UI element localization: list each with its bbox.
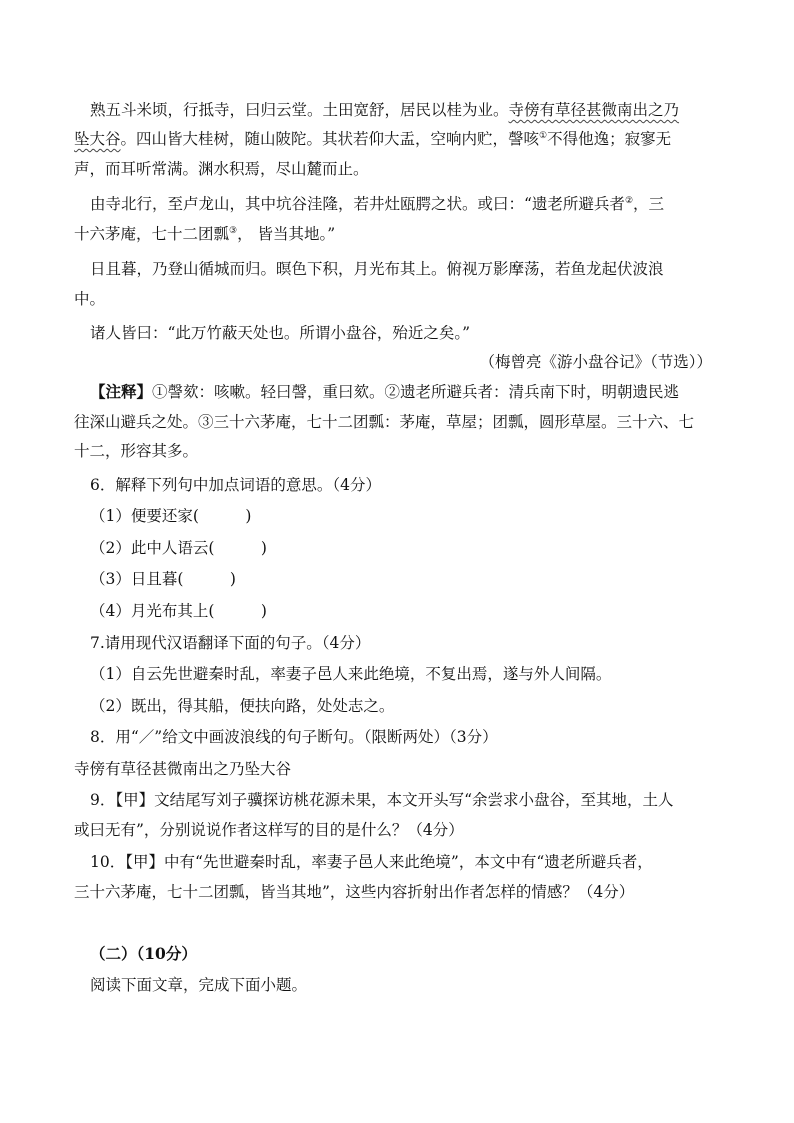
passage-line (90, 99, 679, 121)
wavy-underlined-sentence: 坠大谷 (74, 130, 121, 148)
passage-text: 。四山皆大桂树，随山陂陀。其状若仰大盂，空响内贮，謦咳 (120, 130, 540, 148)
wavy-underlined-sentence: 寺傍有草径甚微南出之乃 (508, 101, 680, 119)
question-10: 10．【甲】中有“先世避秦时乱，率妻子邑人来此绝境”，本文中有“遗老所避兵者， (90, 853, 653, 871)
passage-text: 十六茅庵，七十二团瓢 (74, 225, 230, 243)
question-8-text: 寺傍有草径甚微南出之乃坠大谷 (74, 760, 292, 778)
question-7: 7.请用现代汉语翻译下面的句子。（4分） (90, 634, 371, 652)
passage-line: 诸人皆曰：“此万竹蔽天处也。所谓小盘谷，殆近之矣。” (90, 324, 471, 342)
passage-line (74, 158, 369, 180)
notes-line (90, 381, 679, 403)
question-6-3: （3）日且暮( ) (90, 570, 236, 588)
note-marker: ② (624, 195, 634, 206)
passage-text: ， 皆当其地。” (237, 225, 336, 243)
passage-line (74, 223, 335, 245)
question-7-1: （1）自云先世避秦时乱，率妻子邑人来此绝境，不复出焉，遂与外人间隔。 (90, 665, 612, 683)
question-10-cont: 三十六茅庵，七十二团瓢，皆当其地”，这些内容折射出作者怎样的情感？（4分） (74, 883, 635, 901)
notes-line: 往深山避兵之处。③三十六茅庵，七十二团瓢：茅庵，草屋；团瓢，圆形草屋。三十六、七 (74, 413, 695, 431)
passage-line (74, 128, 671, 150)
question-8: 8．用“／”给文中画波浪线的句子断句。（限断两处）（3分） (90, 728, 498, 746)
notes-line: 十二，形容其多。 (74, 442, 199, 460)
question-6-2: （2）此中人语云( ) (90, 539, 267, 557)
question-6-4: （4）月光布其上( ) (90, 602, 267, 620)
passage-line (90, 193, 664, 215)
passage-text: 由寺北行，至卢龙山，其中坑谷洼隆，若井灶瓯腭之状。或曰：“遗老所避兵者 (90, 195, 625, 213)
passage-text: 不得他逸；寂寥无 (547, 130, 672, 148)
question-9: 9．【甲】文结尾写刘子骥探访桃花源未果，本文开头写“余尝求小盘谷，至其地，土人 (90, 791, 674, 809)
question-9-cont: 或曰无有”，分别说说作者这样写的目的是什么？（4分） (74, 821, 464, 839)
section-instruction: 阅读下面文章，完成下面小题。 (90, 976, 308, 994)
notes-text: ①謦欬：咳嗽。轻曰謦，重曰欬。②遗老所避兵者：清兵南下时，明朝遗民逃 (152, 383, 680, 401)
question-6-1: （1）便要还家( ) (90, 507, 252, 525)
question-6: 6．解释下列句中加点词语的意思。（4分） (90, 476, 381, 494)
question-7-2: （2）既出，得其船，便扶向路，处处志之。 (90, 697, 395, 715)
passage-line: 日且暮，乃登山循城而归。暝色下积，月光布其上。俯视万影摩荡，若鱼龙起伏波浪 (90, 260, 664, 278)
note-marker: ① (539, 130, 548, 141)
passage-line: 中。 (74, 290, 106, 308)
note-marker: ③ (229, 225, 238, 236)
passage-text: 声，而耳听常满。渊水积焉，尽山麓而止。 (74, 160, 369, 178)
section-heading: （二）（10分） (90, 944, 197, 963)
passage-text: ，三 (633, 195, 665, 213)
passage-text: 熟五斗米顷，行抵寺，曰归云堂。土田宽舒，居民以桂为业。 (90, 101, 509, 119)
notes-label: 【注释】 (90, 382, 153, 401)
source-citation: （梅曾亮《游小盘谷记》（节选）） (479, 353, 712, 371)
